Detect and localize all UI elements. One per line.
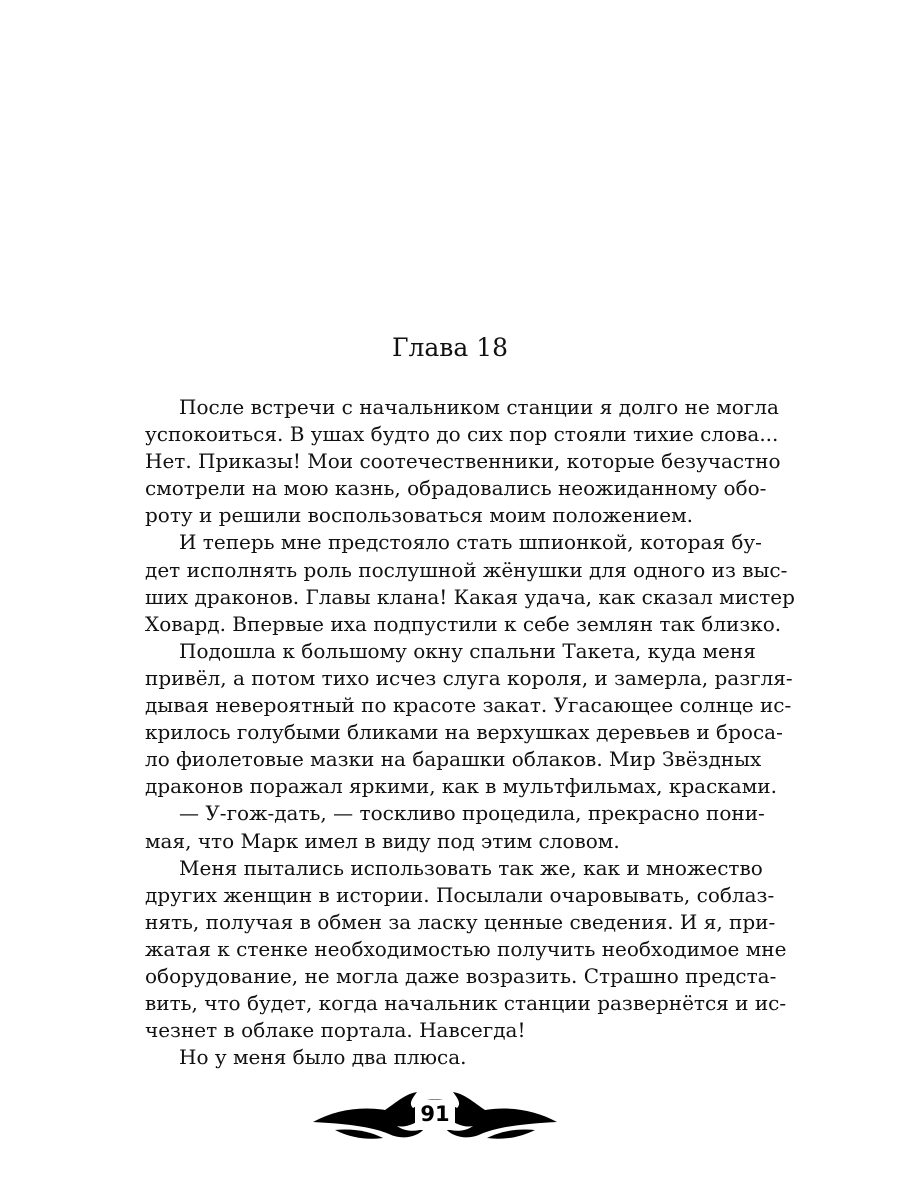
text-line: крилось голубыми бликами на верхушках деревьев и броса- (145, 720, 783, 745)
text-line: дет исполнять роль послушной жёнушки для одного из выс- (145, 557, 788, 582)
text-line: смотрели на мою казнь, обрадовались неожиданному обо- (145, 476, 767, 501)
text-line: успокоиться. В ушах будто до сих пор стояли тихие слова... (145, 422, 779, 447)
text-line: После встречи с начальником станции я долго не могла (179, 395, 779, 419)
text-line: дывая невероятный по красоте закат. Угасающее солнце ис- (145, 693, 792, 718)
text-line: чезнет в облаке портала. Навсегда! (145, 1018, 526, 1043)
text-line: жатая к стенке необходимостью получить необходимое мне (145, 936, 787, 961)
page-footer (305, 1080, 565, 1150)
text-line: Меня пытались использовать так же, как и множество (179, 855, 763, 880)
text-line: Нет. Приказы! Мои соотечественники, которые безучастно (145, 449, 781, 474)
text-line: драконов поражал яркими, как в мультфильмах, красками. (145, 774, 777, 799)
text-line: Ховард. Впервые иха подпустили к себе землян так близко. (145, 611, 782, 636)
text-line: — У-гож-дать, — тоскливо процедила, прекрасно пони- (179, 801, 765, 826)
text-line: роту и решили воспользоваться моим положением. (145, 503, 694, 528)
text-line: ших драконов. Главы клана! Какая удача, как сказал мистер (145, 584, 795, 609)
text-line: нять, получая в обмен за ласку ценные сведения. И я, при- (145, 909, 776, 934)
text-line: привёл, а потом тихо исчез слуга короля, и замерла, разгля- (145, 665, 793, 690)
text-line: вить, что будет, когда начальник станции развернётся и ис- (145, 991, 787, 1016)
text-line: Подошла к большому окну спальни Такета, куда меня (179, 638, 756, 663)
text-line: мая, что Марк имел в виду под этим словом. (145, 828, 620, 853)
text-line: Но у меня было два плюса. (179, 1045, 467, 1070)
page-number: 91 (420, 1102, 450, 1126)
chapter-title: Глава 18 (391, 333, 509, 362)
text-line: ло фиолетовые мазки на барашки облаков. Мир Звёздных (145, 747, 762, 772)
text-line: И теперь мне предстояло стать шпионкой, которая бу- (179, 530, 762, 555)
text-body (145, 394, 795, 1071)
text-line: других женщин в истории. Посылали очаровывать, соблаз- (145, 882, 775, 907)
text-line: оборудование, не могла даже возразить. Страшно предста- (145, 963, 777, 988)
